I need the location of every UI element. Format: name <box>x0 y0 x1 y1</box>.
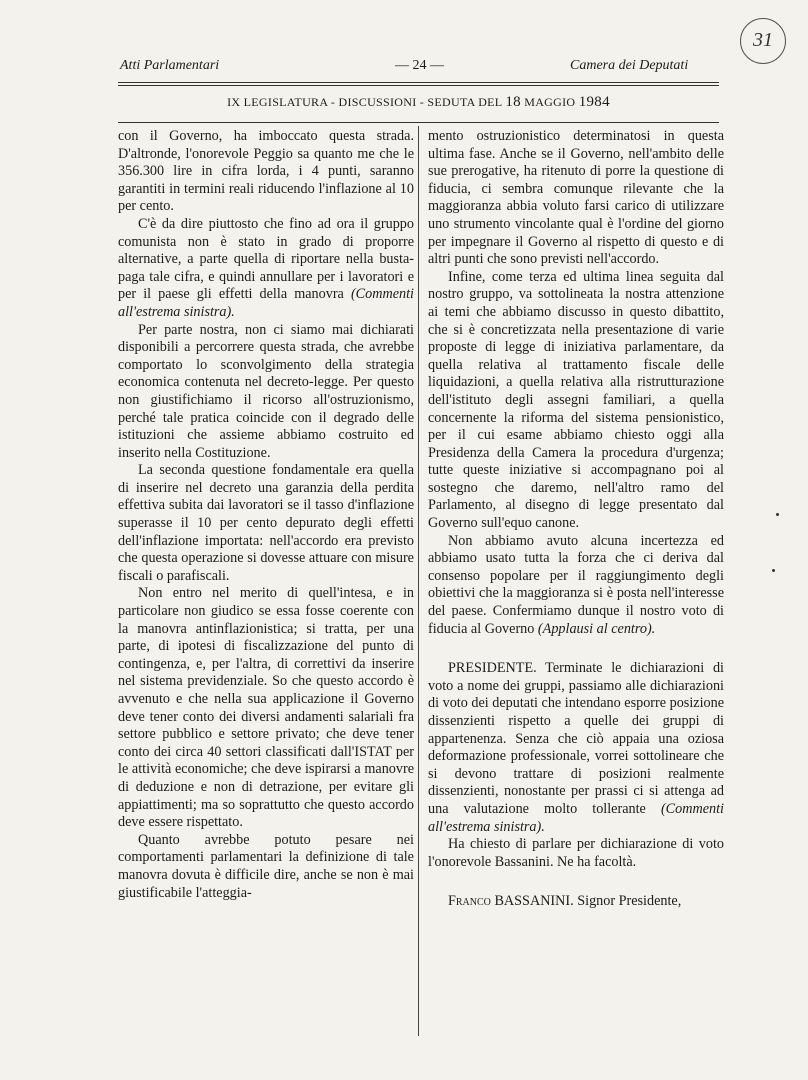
speaker-first-name: Franco <box>448 893 491 910</box>
session-line <box>118 94 719 111</box>
paragraph: C'è da dire piuttosto che fino ad ora il gruppo comunista non è stato in grado di proporre alternative, a parte quella di riportare nella busta-paga tale cifra, e quindi annullare per i lavoratori e per il paese gli effetti della manovra (Commenti all'estrema sinistra). <box>118 215 414 320</box>
paragraph: Quanto avrebbe potuto pesare nei comportamenti parlamentari la definizione di tale manovra dovuta è difficile dire, anche se non è mai giustificabile l'atteggia- <box>118 831 414 901</box>
paragraph: Non entro nel merito di quell'intesa, e in particolare non giudico se essa fosse coerente con la manovra antinflazionistica; si tratta, per una parte, di ipotesi di fiscalizzazione del punto di contingenza, e, per l'altra, di correttivi da inserire nel sistema previdenziale. So che questo accordo è avvenuto e che nella sua applicazione il Governo deve tener conto dei diversi andamenti salariali fra settore pubblico e settore privato; che deve tener conto dei circa 40 settori classificati dall'ISTAT per le attività economiche; che deve ispirarsi a manovre di deduzione e non di detrazione, per evitare gli appiattimenti; ma so soprattutto che questo accordo deve essere rispettato. <box>118 585 414 831</box>
speck <box>772 569 775 572</box>
session-prefix: IX LEGISLATURA - DISCUSSIONI - SEDUTA DEL <box>227 95 502 109</box>
header-rule <box>118 85 719 86</box>
right-column <box>428 128 724 911</box>
paragraph: con il Governo, ha imboccato questa strada. D'altronde, l'onorevole Peggio sa quanto me che le 356.300 lire in cifra lorda, i 4 punti, saranno garantiti in termini reali riducendo l'inflazione al 10 per cento. <box>118 128 414 215</box>
interjection-note: (Applausi al centro). <box>537 620 656 637</box>
paragraph: Per parte nostra, non ci siamo mai dichiarati disponibili a percorrere questa strada, che avrebbe comportato lo sconvolgimento della strategia economica contenuta nel decreto-legge. Per questo non giustifichiamo il ricorso all'ostruzionismo, perché tale pratica coincide con il degrado delle istituzioni che assieme abbiamo costruito ed inserito nella Costituzione. <box>118 321 414 461</box>
header-publication: Atti Parlamentari <box>120 58 220 73</box>
paragraph: Infine, come terza ed ultima linea seguita dal nostro gruppo, va sottolineata la nostra attenzione ai temi che abbiamo discusso in questo dibattito, che si è concretizzata nella presentazione di varie proposte di legge di iniziativa parlamentare, da quella relativa al trattamento fiscale delle liquidazioni, a quella relativa alla ristrutturazione dell'istituto degli assegni familiari, a quella concernente la riforma del sistema pensionistico, per il cui esame abbiamo chiesto oggi alla Presidenza della Camera la procedura d'urgenza; tutte queste iniziative si accompagnano poi al sostegno che daremo, nell'altro ramo del Parlamento, al disegno di legge presentato dal Governo sull'equo canone. <box>428 268 724 532</box>
header-rule <box>118 82 719 83</box>
session-day: 18 <box>505 94 521 110</box>
interjection-note: (Commenti all'estrema sinistra). <box>428 800 724 835</box>
header-chamber: Camera dei Deputati <box>570 58 689 73</box>
speaker-statement: Franco BASSANINI. Signor Presidente, <box>448 893 682 910</box>
paragraph: Non abbiamo avuto alcuna incertezza ed abbiamo usato tutta la forza che ci deriva dal consenso popolare per il raggiungimento degli obiettivi che la maggioranza si è posta nell'interesse del paese. Confermiamo dunque il nostro voto di fiducia al Governo (Applausi al centro). <box>428 532 724 637</box>
speck <box>776 513 779 516</box>
speaker-name: PRESIDENTE. <box>448 660 537 677</box>
archive-stamp: 31 <box>740 18 786 64</box>
session-rule <box>118 122 719 123</box>
president-statement: PRESIDENTE. Terminate le dichiarazioni di voto a nome dei gruppi, passiamo alle dichiarazioni di voto dei deputati che intendano esporre posizione dissenzienti rispetto a quelle dei gruppi di appartenenza. Senza che ciò appaia una oziosa deformazione professionale, vorrei sottolineare che si devono trattare di posizioni realmente dissenzienti, nonostante per prassi ci si attenga ad una valutazione molto tollerante (Commenti all'estrema sinistra). <box>428 660 724 835</box>
paragraph: La seconda questione fondamentale era quella di inserire nel decreto una garanzia della perdita effettiva subita dai lavoratori se il tasso d'inflazione superasse il 10 per cento depurato degli effetti dell'inflazione importata: nell'accordo era previsto che questa operazione si dovesse attuare con misure fiscali o parafiscali. <box>118 462 414 584</box>
session-month: MAGGIO <box>524 95 576 109</box>
interjection-note: (Commenti all'estrema sinistra). <box>118 286 414 320</box>
speaker-surname: BASSANINI. <box>494 893 574 910</box>
column-divider <box>418 126 419 1036</box>
session-year: 1984 <box>578 94 610 110</box>
left-column <box>118 128 414 902</box>
paragraph: Ha chiesto di parlare per dichiarazione di voto l'onorevole Bassanini. Ne ha facoltà. <box>428 836 724 870</box>
page-number: — 24 — <box>395 58 444 73</box>
paragraph: mento ostruzionistico determinatosi in questa ultima fase. Anche se il Governo, nell'ambito delle sue prerogative, ha ritenuto di porre la questione di fiducia, ci sembra comunque rilevante che la maggioranza abbia voluto farsi carico di utilizzare uno strumento vincolante qual è l'ordine del giorno per impegnare il Governo al rispetto di questo e di altri punti che sono previsti nell'accordo. <box>428 128 724 268</box>
